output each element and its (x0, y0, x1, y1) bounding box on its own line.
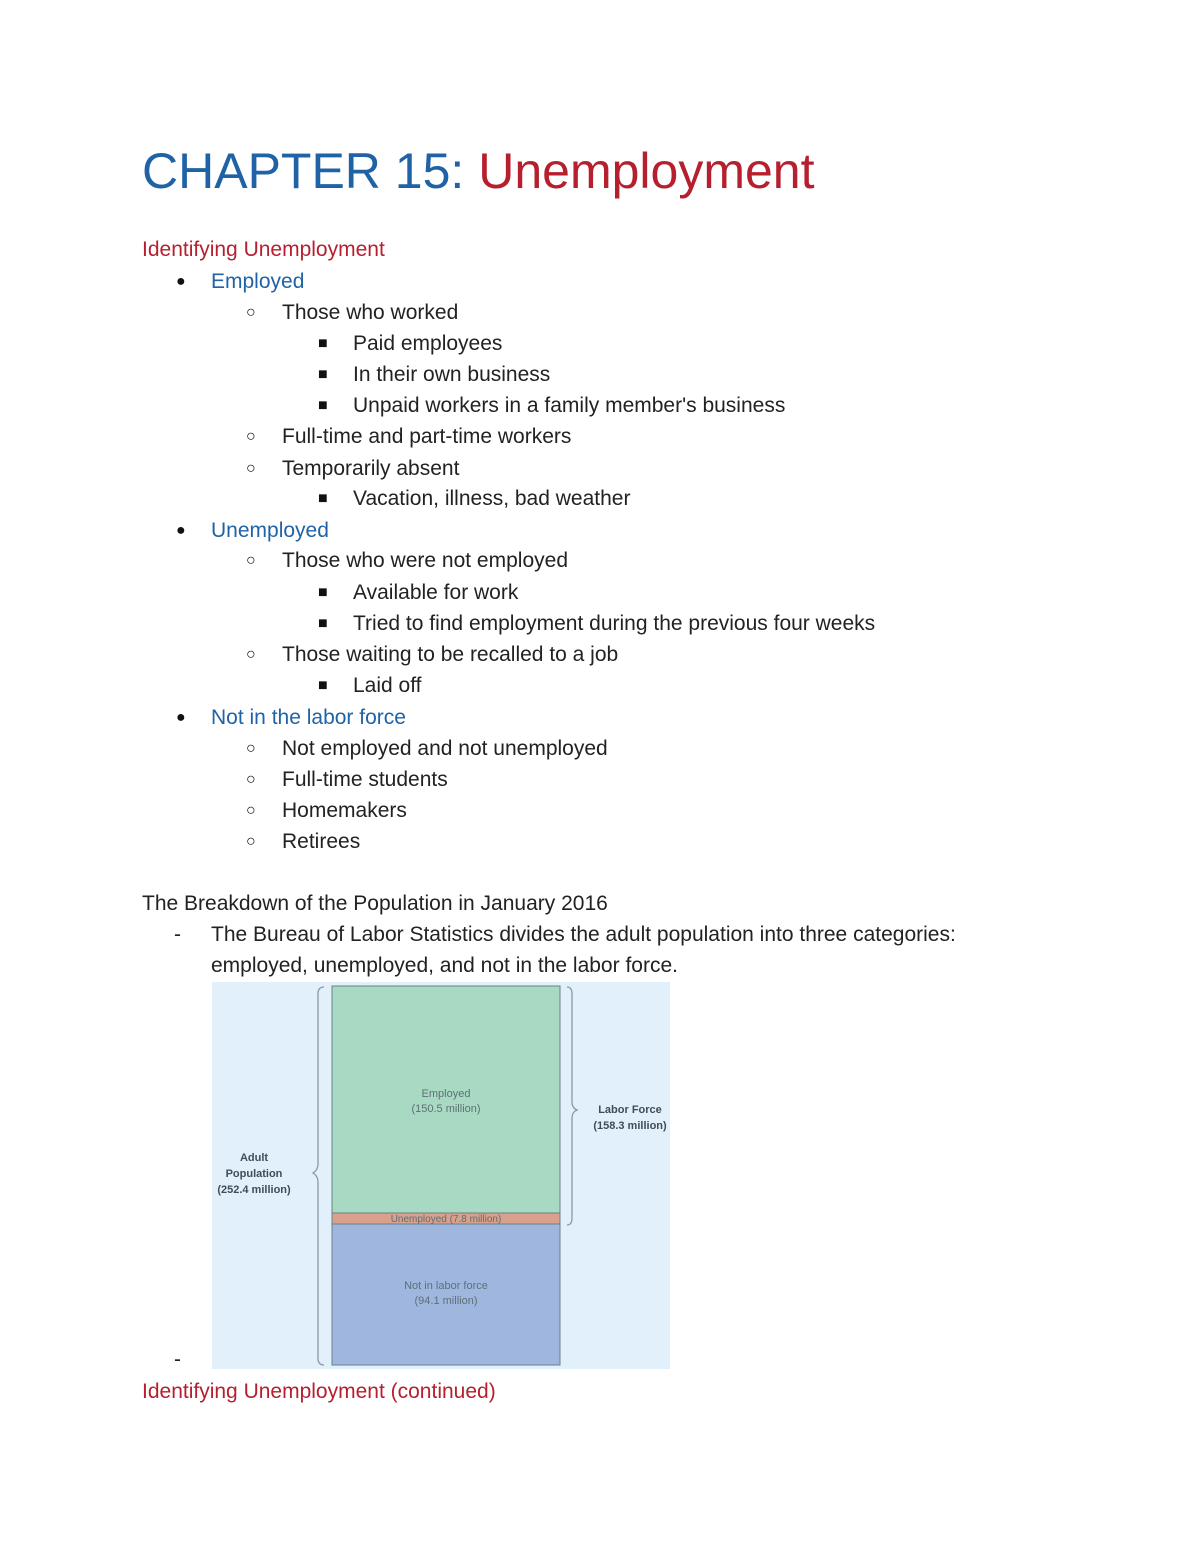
square-bullet-icon: ■ (318, 490, 328, 507)
section-heading: Identifying Unemployment (142, 238, 385, 261)
list-item: Full-time and part-time workers (282, 425, 572, 448)
paragraph-line: employed, unemployed, and not in the labor force. (211, 954, 678, 977)
list-item: Retirees (282, 830, 361, 853)
chapter-number: CHAPTER 15: (142, 143, 465, 199)
adult-population-label-line1: Adult (239, 1152, 269, 1164)
adult-population-label-line2: Population (225, 1168, 283, 1180)
hollow-bullet-icon: ○ (246, 771, 256, 788)
hollow-bullet-icon: ○ (246, 428, 256, 445)
filled-bullet-icon: ● (176, 273, 186, 290)
hollow-bullet-icon: ○ (246, 646, 256, 663)
adult-population-brace (313, 987, 324, 1365)
square-bullet-icon: ■ (318, 366, 328, 383)
employed-value: (150.5 million) (411, 1103, 481, 1115)
labor-force-value: (158.3 million) (593, 1120, 667, 1132)
list-item: Available for work (353, 581, 519, 604)
labor-force-brace (567, 987, 577, 1225)
list-item: Full-time students (282, 768, 448, 791)
list-item: In their own business (353, 363, 551, 386)
chapter-title (142, 138, 815, 204)
section-heading-breakdown: The Breakdown of the Population in January 2016 (142, 892, 608, 915)
category-not-in-labor-force: Not in the labor force (211, 706, 406, 729)
not-in-labor-force-label: Not in labor force (404, 1280, 488, 1292)
chapter-topic: Unemployment (478, 143, 815, 199)
category-employed: Employed (211, 270, 305, 293)
employed-label: Employed (421, 1088, 471, 1100)
list-item: Those waiting to be recalled to a job (282, 643, 619, 666)
list-item: Laid off (353, 674, 422, 697)
hollow-bullet-icon: ○ (246, 460, 256, 477)
population-breakdown-figure (212, 982, 670, 1369)
list-item: Those who worked (282, 301, 459, 324)
hollow-bullet-icon: ○ (246, 304, 256, 321)
list-item: Paid employees (353, 332, 503, 355)
list-item: Vacation, illness, bad weather (353, 487, 631, 510)
not-in-labor-force-value: (94.1 million) (414, 1295, 478, 1307)
hollow-bullet-icon: ○ (246, 552, 256, 569)
square-bullet-icon: ■ (318, 615, 328, 632)
filled-bullet-icon: ● (176, 709, 186, 726)
list-item: Unpaid workers in a family member's business (353, 394, 786, 417)
square-bullet-icon: ■ (318, 397, 328, 414)
dash-bullet: - (174, 923, 181, 946)
hollow-bullet-icon: ○ (246, 833, 256, 850)
list-item: Homemakers (282, 799, 407, 822)
population-breakdown-diagram (212, 982, 670, 1369)
labor-force-label: Labor Force (598, 1104, 662, 1116)
square-bullet-icon: ■ (318, 584, 328, 601)
section-heading-continued: Identifying Unemployment (continued) (142, 1380, 496, 1403)
list-item: Temporarily absent (282, 457, 460, 480)
list-item: Not employed and not unemployed (282, 737, 608, 760)
dash-bullet: - (174, 1348, 181, 1371)
hollow-bullet-icon: ○ (246, 802, 256, 819)
list-item: Those who were not employed (282, 549, 568, 572)
square-bullet-icon: ■ (318, 335, 328, 352)
list-item: Tried to find employment during the previous four weeks (353, 612, 876, 635)
hollow-bullet-icon: ○ (246, 740, 256, 757)
adult-population-value: (252.4 million) (217, 1184, 291, 1196)
paragraph-line: The Bureau of Labor Statistics divides the adult population into three categories: (211, 923, 956, 946)
filled-bullet-icon: ● (176, 522, 186, 539)
square-bullet-icon: ■ (318, 677, 328, 694)
category-unemployed: Unemployed (211, 519, 329, 542)
unemployed-label: Unemployed (7.8 million) (390, 1214, 502, 1225)
